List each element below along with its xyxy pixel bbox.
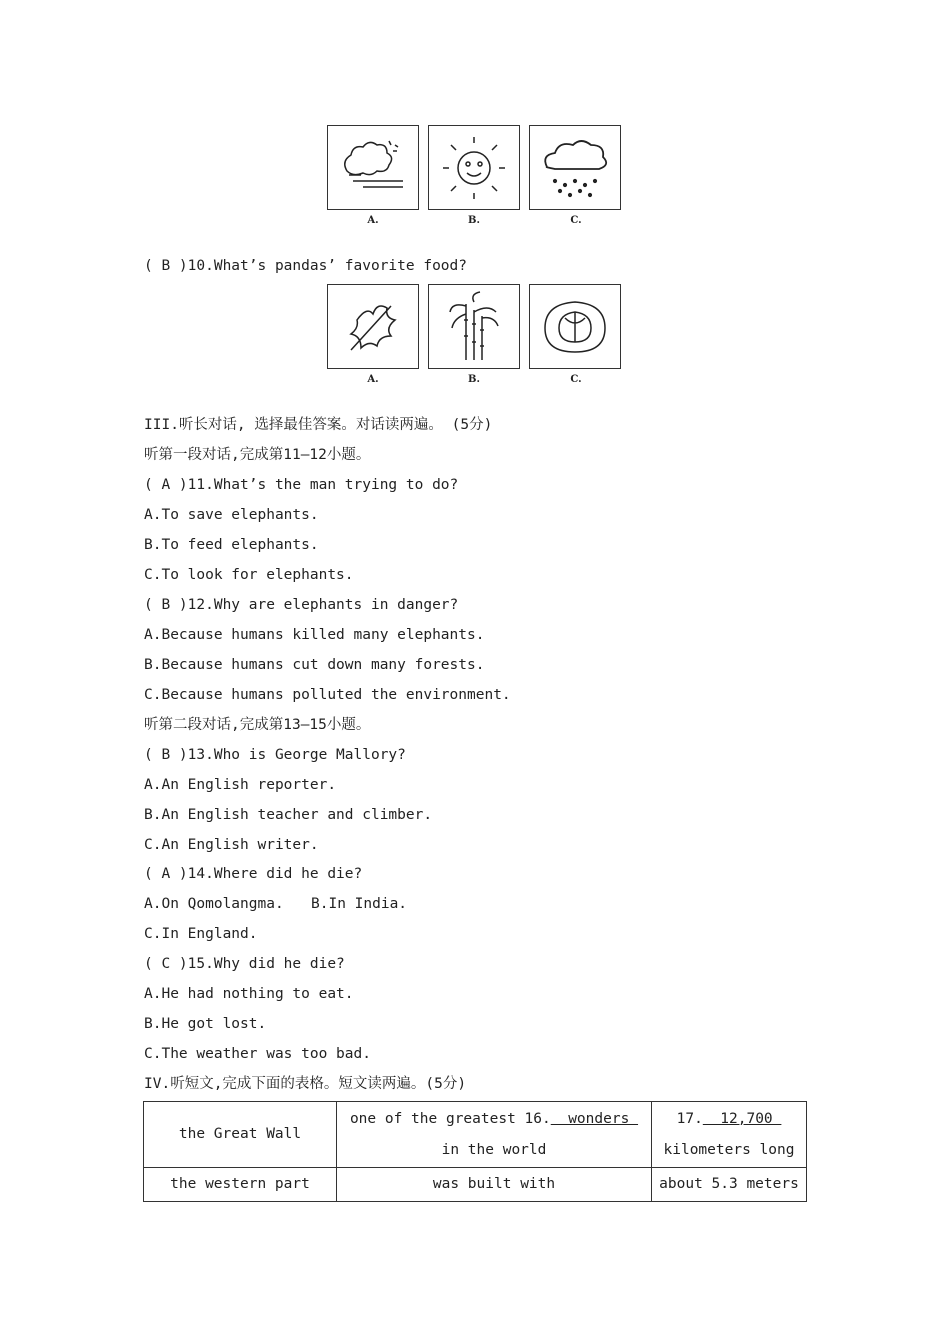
q9-label-c: C. (570, 215, 582, 226)
q15-stem: ( C )15.Why did he die? (144, 956, 345, 972)
table-cell: the western part (144, 1168, 337, 1202)
table-row (144, 1168, 807, 1202)
q15-option-a: A.He had nothing to eat. (144, 986, 354, 1002)
table-cell (337, 1102, 652, 1168)
q11-option-b: B.To feed elephants. (144, 537, 319, 553)
q10-stem: ( B )10.What’s pandas’ favorite food? (144, 258, 468, 274)
q9-label-a: A. (367, 215, 379, 226)
blank-17-prefix: 17. (676, 1110, 703, 1127)
table-cell: about 5.3 meters (652, 1168, 807, 1202)
q14-option-b: B.In India. (311, 896, 408, 912)
leaf-icon (327, 284, 419, 369)
rain-cloud-icon (529, 125, 621, 210)
bamboo-icon (428, 284, 520, 369)
blank-16-prefix: one of the greatest 16. (349, 1110, 551, 1127)
q10-picture-row (327, 284, 621, 369)
q13-option-c: C.An English writer. (144, 837, 319, 853)
table-cell: the Great Wall (144, 1102, 337, 1168)
cell-text: kilometers long (663, 1141, 795, 1158)
sun-icon (428, 125, 520, 210)
q15-option-b: B.He got lost. (144, 1016, 267, 1032)
q9-label-b: B. (468, 215, 480, 226)
table-cell (652, 1102, 807, 1168)
dialog2-intro: 听第二段对话,完成第13—15小题。 (144, 717, 371, 733)
q14-stem: ( A )14.Where did he die? (144, 866, 363, 882)
q10-label-b: B. (468, 374, 480, 385)
q11-option-a: A.To save elephants. (144, 507, 319, 523)
section4-title: IV.听短文,完成下面的表格。短文读两遍。(5分) (144, 1076, 467, 1092)
q11-stem: ( A )11.What’s the man trying to do? (144, 477, 459, 493)
q10-label-c: C. (570, 374, 582, 385)
blank-17-answer: 12,700 (702, 1110, 782, 1127)
q12-option-a: A.Because humans killed many elephants. (144, 627, 485, 643)
q9-picture-row (327, 125, 621, 210)
table-row (144, 1102, 807, 1168)
q12-option-c: C.Because humans polluted the environment. (144, 687, 511, 703)
q11-option-c: C.To look for elephants. (144, 567, 354, 583)
q13-option-b: B.An English teacher and climber. (144, 807, 433, 823)
section3-title: III.听长对话, 选择最佳答案。对话读两遍。 (5分) (144, 417, 493, 433)
q14-option-c: C.In England. (144, 926, 258, 942)
cell-text: in the world (441, 1141, 547, 1158)
q14-option-a: A.On Qomolangma. (144, 896, 284, 912)
q12-stem: ( B )12.Why are elephants in danger? (144, 597, 459, 613)
dialog1-intro: 听第一段对话,完成第11—12小题。 (144, 447, 371, 463)
cabbage-icon (529, 284, 621, 369)
q10-label-a: A. (367, 374, 379, 385)
q13-stem: ( B )13.Who is George Mallory? (144, 747, 406, 763)
answer-table (143, 1101, 807, 1202)
q13-option-a: A.An English reporter. (144, 777, 337, 793)
windy-cloud-icon (327, 125, 419, 210)
blank-16-answer: wonders (550, 1110, 639, 1127)
table-cell: was built with (337, 1168, 652, 1202)
q12-option-b: B.Because humans cut down many forests. (144, 657, 485, 673)
q15-option-c: C.The weather was too bad. (144, 1046, 371, 1062)
